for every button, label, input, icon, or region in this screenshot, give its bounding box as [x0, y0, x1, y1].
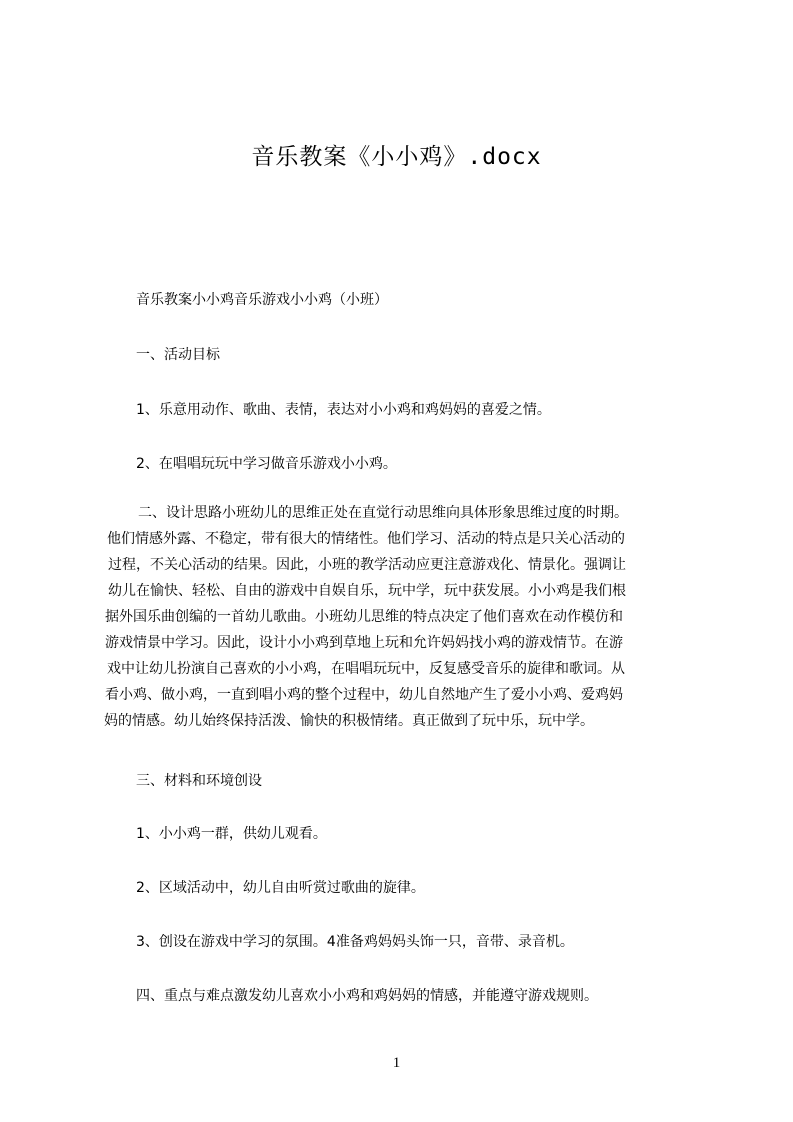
paragraph-line: 他们情感外露、不稳定，带有很大的情绪性。他们学习、活动的特点是只关心活动的 [107, 531, 625, 547]
paragraph-line: 游戏情景中学习。因此，设计小小鸡到草地上玩和允许妈妈找小鸡的游戏情节。在游 [105, 635, 623, 651]
section-design-rationale [104, 500, 704, 734]
material-item: 1、小小鸡一群，供幼儿观看。 [136, 826, 327, 842]
document-subtitle: 音乐教案小小鸡音乐游戏小小鸡（小班） [136, 292, 388, 308]
document-title: 音乐教案《小小鸡》.docx [251, 144, 542, 170]
section-heading-goals: 一、活动目标 [136, 347, 220, 363]
paragraph-line: 妈的情感。幼儿始终保持活泼、愉快的积极情绪。真正做到了玩中乐，玩中学。 [104, 713, 594, 729]
material-item: 2、区域活动中，幼儿自由听赏过歌曲的旋律。 [136, 880, 425, 896]
goal-item: 2、在唱唱玩玩中学习做音乐游戏小小鸡。 [136, 456, 397, 472]
section-heading-key-points: 四、重点与难点激发幼儿喜欢小小鸡和鸡妈妈的情感，并能遵守游戏规则。 [136, 988, 598, 1004]
material-item: 3、创设在游戏中学习的氛围。4准备鸡妈妈头饰一只，音带、录音机。 [136, 934, 574, 950]
paragraph-line: 据外国乐曲创编的一首幼儿歌曲。小班幼儿思维的特点决定了他们喜欢在动作模仿和 [105, 609, 623, 625]
paragraph-line: 幼儿在愉快、轻松、自由的游戏中自娱自乐，玩中学，玩中获发展。小小鸡是我们根 [108, 583, 626, 599]
paragraph-line: 过程，不关心活动的结果。因此，小班的教学活动应更注意游戏化、情景化。强调让 [108, 557, 626, 573]
paragraph-line: 戏中让幼儿扮演自己喜欢的小小鸡，在唱唱玩玩中，反复感受音乐的旋律和歌词。从 [107, 661, 625, 677]
goal-item: 1、乐意用动作、歌曲、表情，表达对小小鸡和鸡妈妈的喜爱之情。 [136, 402, 551, 418]
paragraph-line: 看小鸡、做小鸡，一直到唱小鸡的整个过程中，幼儿自然地产生了爱小小鸡、爱鸡妈 [105, 687, 623, 703]
paragraph-line: 二、设计思路小班幼儿的思维正处在直觉行动思维向具体形象思维过度的时期。 [138, 505, 628, 521]
section-heading-materials: 三、材料和环境创设 [136, 773, 262, 789]
page-number: 1 [392, 1055, 401, 1071]
